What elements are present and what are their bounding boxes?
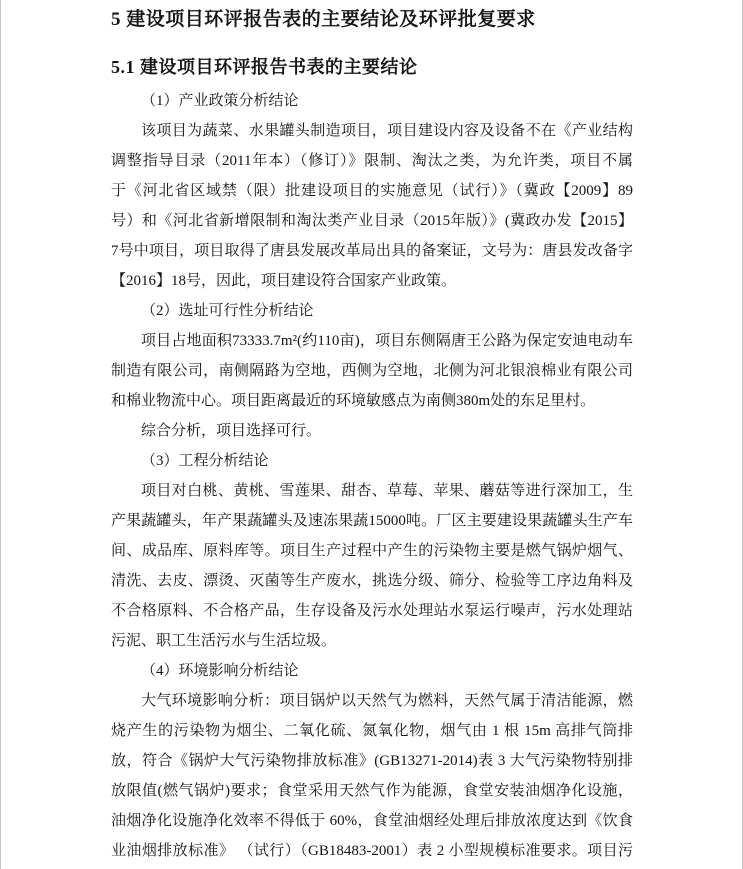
paragraph-line: 于《河北省区域禁（限）批建设项目的实施意见（试行）》（冀政【2009】89 xyxy=(111,183,633,199)
paragraph-line: 清洗、去皮、漂烫、灭菌等生产废水，挑选分级、筛分、检验等工序边角料及 xyxy=(111,573,633,589)
paragraph-line: 放，符合《锅炉大气污染物排放标准》(GB13271-2014)表 3 大气污染物特别排 xyxy=(111,753,633,769)
paragraph-line: 油烟净化设施净化效率不得低于 60%，食堂油烟经处理后排放浓度达到《饮食 xyxy=(111,813,633,829)
paragraph-line: 和棉业物流中心。项目距离最近的环境敏感点为南侧380m处的东足里村。 xyxy=(111,393,596,409)
chapter-title: 5 建设项目环评报告表的主要结论及环评批复要求 xyxy=(111,9,536,30)
section-subheading: （1）产业政策分析结论 xyxy=(141,93,299,109)
paragraph-line: 烧产生的污染物为烟尘、二氧化硫、氮氧化物，烟气由 1 根 15m 高排气筒排 xyxy=(111,723,633,739)
paragraph-line: 业油烟排放标准》 （试行）（GB18483-2001）表 2 小型规模标准要求。项目污 xyxy=(111,843,633,859)
section-subheading: （3）工程分析结论 xyxy=(141,453,269,469)
paragraph-line: 项目占地面积73333.7m²(约110亩)，项目东侧隔唐王公路为保定安迪电动车 xyxy=(141,333,633,349)
paragraph-line: 放限值(燃气锅炉)要求；食堂采用天然气作为能源，食堂安装油烟净化设施， xyxy=(111,783,633,799)
paragraph-line: 综合分析，项目选择可行。 xyxy=(141,423,322,439)
paragraph-line: 间、成品库、原料库等。项目生产过程中产生的污染物主要是燃气锅炉烟气、 xyxy=(111,543,633,559)
paragraph-line: 项目对白桃、黄桃、雪莲果、甜杏、草莓、苹果、蘑菇等进行深加工，生 xyxy=(141,483,633,499)
paragraph-line: 大气环境影响分析：项目锅炉以天然气为燃料，天然气属于清洁能源，燃 xyxy=(141,693,633,709)
paragraph-line: 不合格原料、不合格产品，生存设备及污水处理站水泵运行噪声，污水处理站 xyxy=(111,603,633,619)
paragraph-line: 调整指导目录（2011年本）（修订）》限制、淘汰之类，为允许类，项目不属 xyxy=(111,153,633,169)
paragraph-line: 产果蔬罐头，年产果蔬罐头及速冻果蔬15000吨。厂区主要建设果蔬罐头生产车 xyxy=(111,513,633,529)
paragraph-line: 号）和《河北省新增限制和淘汰类产业目录（2015年版）》(冀政办发【2015】 xyxy=(111,213,633,229)
section-title: 5.1 建设项目环评报告书表的主要结论 xyxy=(111,57,418,77)
paragraph-line: 污泥、职工生活污水与生活垃圾。 xyxy=(111,633,337,649)
paragraph-line: 【2016】18号，因此，项目建设符合国家产业政策。 xyxy=(111,273,457,289)
page-content xyxy=(111,0,633,866)
paragraph-line: 该项目为蔬菜、水果罐头制造项目，项目建设内容及设备不在《产业结构 xyxy=(141,123,633,139)
paragraph-line: 制造有限公司，南侧隔路为空地，西侧为空地，北侧为河北银浪棉业有限公司 xyxy=(111,363,633,379)
paragraph-line: 7号中项目，项目取得了唐县发展改革局出具的备案证，文号为：唐县发改备字 xyxy=(111,243,633,259)
document-body xyxy=(111,86,633,866)
section-subheading: （4）环境影响分析结论 xyxy=(141,663,299,679)
section-subheading: （2）选址可行性分析结论 xyxy=(141,303,314,319)
